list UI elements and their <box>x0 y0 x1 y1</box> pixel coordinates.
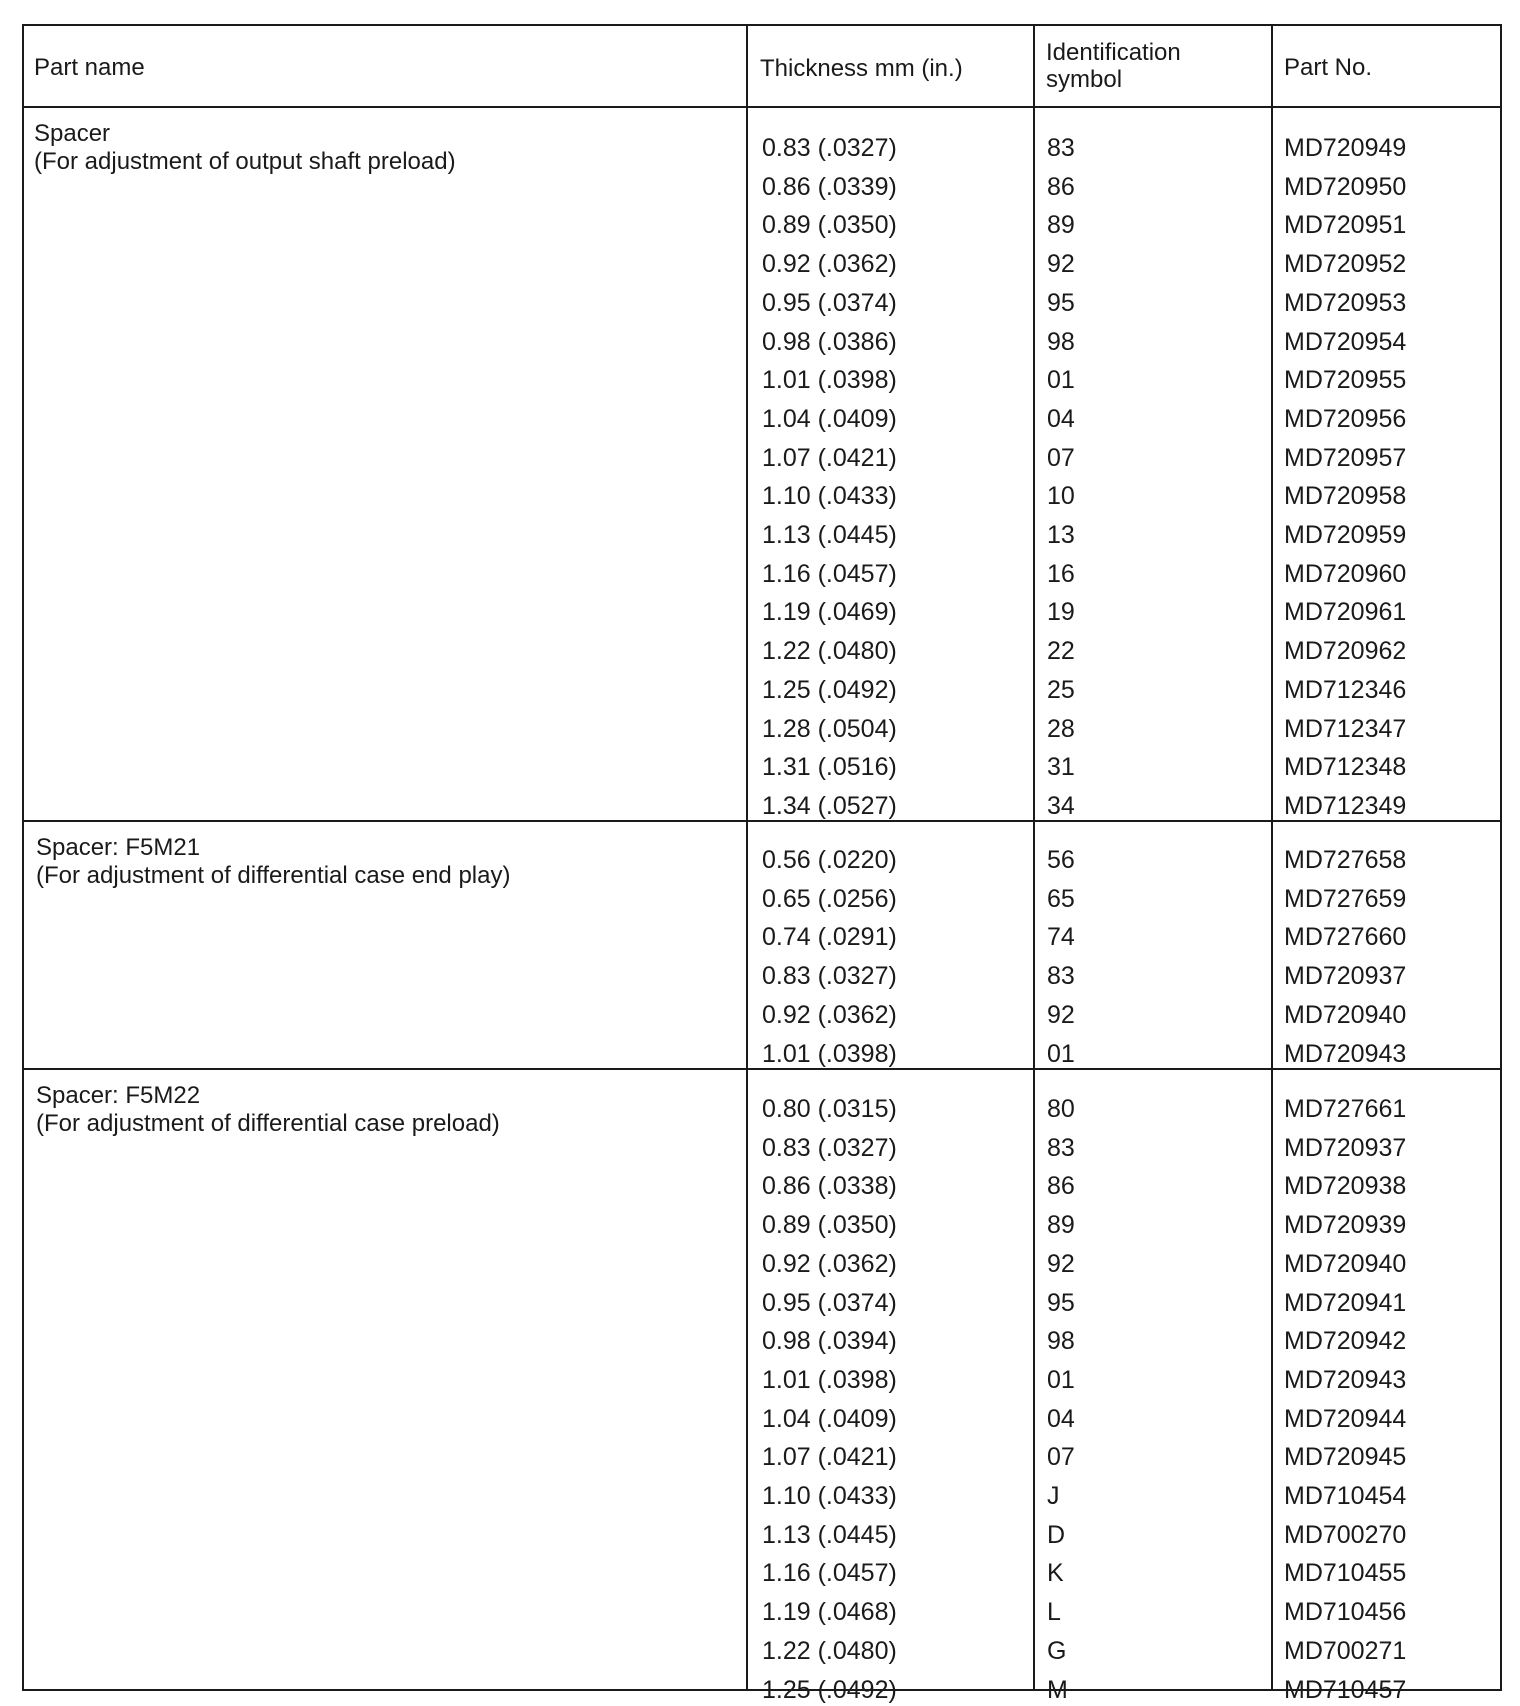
part-number-cell: MD727661 <box>1284 1095 1407 1123</box>
thickness-cell: 1.25 (.0492) <box>762 1675 897 1704</box>
identification-symbol-cell: 95 <box>1047 288 1075 317</box>
thickness-cell: 0.56 (.0220) <box>762 846 897 874</box>
identification-symbol-cell: 13 <box>1047 521 1075 549</box>
header-identification-line1: Identification <box>1046 39 1181 66</box>
identification-symbol-cell: 01 <box>1047 366 1075 395</box>
part-number-cell: MD720938 <box>1284 1172 1407 1201</box>
identification-symbol-cell: G <box>1047 1636 1067 1665</box>
thickness-cell: 1.10 (.0433) <box>762 482 897 511</box>
thickness-cell: 0.80 (.0315) <box>762 1095 897 1123</box>
thickness-cell: 0.92 (.0362) <box>762 1249 897 1278</box>
identification-symbol-cell: 86 <box>1047 1172 1075 1201</box>
thickness-cell: 0.83 (.0327) <box>762 1133 897 1162</box>
thickness-cell: 1.04 (.0409) <box>762 1404 897 1433</box>
part-number-cell: MD720951 <box>1284 211 1407 240</box>
part-number-cell: MD712349 <box>1284 791 1407 820</box>
group-name-f5m21: Spacer: F5M21 <box>36 834 201 861</box>
column-divider <box>1033 26 1035 1689</box>
thickness-cell: 1.07 (.0421) <box>762 1443 897 1472</box>
thickness-cell: 0.86 (.0338) <box>762 1172 897 1201</box>
identification-symbol-cell: 92 <box>1047 250 1075 279</box>
identification-symbol-cell: 25 <box>1047 675 1075 704</box>
thickness-cell: 1.19 (.0468) <box>762 1598 897 1627</box>
thickness-cell: 0.92 (.0362) <box>762 1000 897 1029</box>
spacer-table <box>22 24 1502 1704</box>
thickness-cell: 0.98 (.0386) <box>762 327 897 356</box>
identification-symbol-cell: 86 <box>1047 172 1075 201</box>
thickness-cell: 1.04 (.0409) <box>762 404 897 433</box>
thickness-cell: 0.74 (.0291) <box>762 923 897 952</box>
identification-symbol-cell: M <box>1047 1675 1068 1704</box>
identification-symbol-cell: 01 <box>1047 1039 1075 1068</box>
group-purpose-output-shaft: (For adjustment of output shaft preload) <box>34 148 456 175</box>
identification-symbol-cell: 98 <box>1047 327 1075 356</box>
part-number-cell: MD720940 <box>1284 1249 1407 1278</box>
thickness-cell: 1.16 (.0457) <box>762 559 897 588</box>
identification-symbol-cell: 65 <box>1047 884 1075 913</box>
group-divider <box>24 820 1500 822</box>
part-number-cell: MD720961 <box>1284 598 1407 627</box>
header-part-name: Part name <box>34 54 145 81</box>
thickness-cell: 1.13 (.0445) <box>762 1520 897 1549</box>
part-number-cell: MD720944 <box>1284 1404 1407 1433</box>
identification-symbol-cell: 16 <box>1047 559 1075 588</box>
part-number-cell: MD720962 <box>1284 637 1407 666</box>
part-number-cell: MD720949 <box>1284 134 1407 162</box>
thickness-cell: 1.22 (.0480) <box>762 1636 897 1665</box>
identification-symbol-cell: 80 <box>1047 1095 1075 1123</box>
column-divider <box>1271 26 1273 1689</box>
part-number-cell: MD720952 <box>1284 250 1407 279</box>
thickness-cell: 1.19 (.0469) <box>762 598 897 627</box>
part-number-cell: MD720953 <box>1284 288 1407 317</box>
identification-symbol-cell: 98 <box>1047 1327 1075 1356</box>
identification-symbol-cell: 22 <box>1047 637 1075 666</box>
identification-symbol-cell: 19 <box>1047 598 1075 627</box>
identification-symbol-cell: 56 <box>1047 846 1075 874</box>
part-number-cell: MD710455 <box>1284 1559 1407 1588</box>
part-number-cell: MD727660 <box>1284 923 1407 952</box>
part-number-cell: MD700270 <box>1284 1520 1407 1549</box>
thickness-cell: 1.22 (.0480) <box>762 637 897 666</box>
header-divider <box>24 106 1500 108</box>
group-name-f5m22: Spacer: F5M22 <box>36 1082 201 1109</box>
part-number-cell: MD720939 <box>1284 1211 1407 1240</box>
part-number-cell: MD720937 <box>1284 962 1407 991</box>
header-part-no: Part No. <box>1284 54 1373 81</box>
part-number-cell: MD700271 <box>1284 1636 1407 1665</box>
group-divider <box>24 1068 1500 1070</box>
part-number-cell: MD727658 <box>1284 846 1407 874</box>
part-number-cell: MD720941 <box>1284 1288 1407 1317</box>
thickness-cell: 0.95 (.0374) <box>762 1288 897 1317</box>
thickness-cell: 1.01 (.0398) <box>762 366 897 395</box>
thickness-cell: 0.92 (.0362) <box>762 250 897 279</box>
thickness-cell: 1.10 (.0433) <box>762 1482 897 1510</box>
part-number-cell: MD720958 <box>1284 482 1407 511</box>
thickness-cell: 0.89 (.0350) <box>762 211 897 240</box>
thickness-cell: 1.13 (.0445) <box>762 521 897 549</box>
identification-symbol-cell: 83 <box>1047 962 1075 991</box>
group-purpose-f5m22: (For adjustment of differential case preload) <box>36 1110 500 1137</box>
identification-symbol-cell: D <box>1047 1520 1066 1549</box>
identification-symbol-cell: 74 <box>1047 923 1075 952</box>
identification-symbol-cell: 83 <box>1047 1133 1075 1162</box>
identification-symbol-cell: 83 <box>1047 134 1075 162</box>
identification-symbol-cell: 92 <box>1047 1000 1075 1029</box>
identification-symbol-cell: 01 <box>1047 1365 1075 1394</box>
part-number-cell: MD710454 <box>1284 1482 1407 1510</box>
identification-symbol-cell: 92 <box>1047 1249 1075 1278</box>
part-number-cell: MD712347 <box>1284 714 1407 743</box>
identification-symbol-cell: J <box>1047 1482 1060 1510</box>
header-identification-line2: symbol <box>1046 66 1123 93</box>
part-number-cell: MD727659 <box>1284 884 1407 913</box>
thickness-cell: 0.86 (.0339) <box>762 172 897 201</box>
identification-symbol-cell: 31 <box>1047 753 1075 782</box>
part-number-cell: MD720945 <box>1284 1443 1407 1472</box>
thickness-cell: 1.16 (.0457) <box>762 1559 897 1588</box>
part-number-cell: MD720943 <box>1284 1039 1407 1068</box>
part-number-cell: MD720942 <box>1284 1327 1407 1356</box>
thickness-cell: 1.31 (.0516) <box>762 753 897 782</box>
thickness-cell: 1.01 (.0398) <box>762 1039 897 1068</box>
part-number-cell: MD712346 <box>1284 675 1407 704</box>
part-number-cell: MD710457 <box>1284 1675 1407 1704</box>
identification-symbol-cell: 10 <box>1047 482 1075 511</box>
thickness-cell: 0.95 (.0374) <box>762 288 897 317</box>
identification-symbol-cell: L <box>1047 1598 1061 1627</box>
part-number-cell: MD720937 <box>1284 1133 1407 1162</box>
part-number-cell: MD720956 <box>1284 404 1407 433</box>
identification-symbol-cell: 95 <box>1047 1288 1075 1317</box>
part-number-cell: MD720955 <box>1284 366 1407 395</box>
thickness-cell: 0.98 (.0394) <box>762 1327 897 1356</box>
identification-symbol-cell: 89 <box>1047 1211 1075 1240</box>
thickness-cell: 1.34 (.0527) <box>762 791 897 820</box>
thickness-cell: 0.83 (.0327) <box>762 962 897 991</box>
identification-symbol-cell: 04 <box>1047 1404 1075 1433</box>
part-number-cell: MD720954 <box>1284 327 1407 356</box>
thickness-cell: 0.65 (.0256) <box>762 884 897 913</box>
part-number-cell: MD720943 <box>1284 1365 1407 1394</box>
part-number-cell: MD710456 <box>1284 1598 1407 1627</box>
column-divider <box>746 26 748 1689</box>
identification-symbol-cell: 07 <box>1047 443 1075 472</box>
thickness-cell: 1.25 (.0492) <box>762 675 897 704</box>
identification-symbol-cell: K <box>1047 1559 1064 1588</box>
thickness-cell: 1.07 (.0421) <box>762 443 897 472</box>
thickness-cell: 0.83 (.0327) <box>762 134 897 162</box>
part-number-cell: MD720957 <box>1284 443 1407 472</box>
identification-symbol-cell: 04 <box>1047 404 1075 433</box>
thickness-cell: 0.89 (.0350) <box>762 1211 897 1240</box>
identification-symbol-cell: 07 <box>1047 1443 1075 1472</box>
part-number-cell: MD720959 <box>1284 521 1407 549</box>
identification-symbol-cell: 28 <box>1047 714 1075 743</box>
thickness-cell: 1.28 (.0504) <box>762 714 897 743</box>
identification-symbol-cell: 34 <box>1047 791 1075 820</box>
part-number-cell: MD712348 <box>1284 753 1407 782</box>
group-name-output-shaft: Spacer <box>34 120 111 147</box>
thickness-cell: 1.01 (.0398) <box>762 1365 897 1394</box>
part-number-cell: MD720960 <box>1284 559 1407 588</box>
part-number-cell: MD720950 <box>1284 172 1407 201</box>
header-thickness: Thickness mm (in.) <box>760 55 963 82</box>
group-purpose-f5m21: (For adjustment of differential case end play) <box>36 862 511 889</box>
part-number-cell: MD720940 <box>1284 1000 1407 1029</box>
identification-symbol-cell: 89 <box>1047 211 1075 240</box>
